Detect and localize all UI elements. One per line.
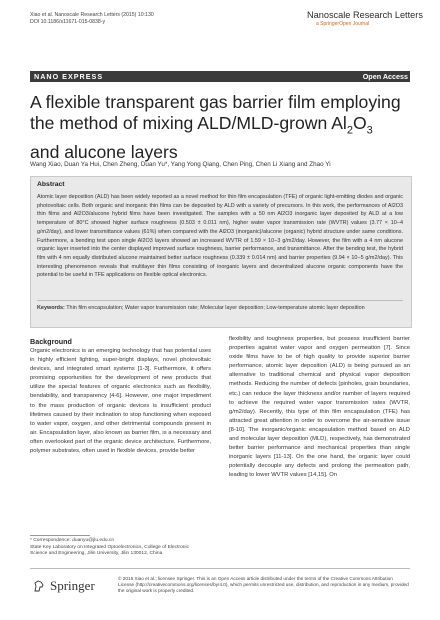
running-header (30, 12, 154, 26)
affiliation-line-2: Science and Engineering, Jilin University, Jilin 130012, China (30, 551, 163, 556)
body-column-left: Organic electronics is an emerging technology that has potential uses in highly efficient lighting, super-bright displays, novel photovoltaic devices, and integrated smart systems [1-3]. Furthermore, it offers promising opportunities for the development of new products that utilize the special features of organic electronics such as flexibility, bendability, and transparency [4-6]. However, one major impediment to the mass production of organic devices is insufficient product lifetimes caused by their inclination to stop functioning when exposed to water vapor, oxygen, and other detrimental compounds present in air. Encapsulation layer, also known as barrier film, is a necessary and often overlooked part of the organic device architecture. Furthermore, polymer substrates, often used in flexible devices, provide better (30, 348, 211, 455)
author-list: Wang Xiao, Duan Ya Hui, Chen Zheng, Duan Yu*, Yang Yong Qiang, Chen Ping, Chen Li Xiang and Zhao Yi (30, 161, 331, 168)
affiliation-line-1: State Key Laboratory on Integrated Optoelectronics, College of Electronic (30, 544, 190, 550)
body-column-right: flexibility and toughness properties, but possess insufficient barrier properties against water vapor and oxygen permeation [7]. Since oxide films have to be of high quality to provide superior barrier performance, atomic layer deposition (ALD) is being pursued as an alternative to traditional chemical and physical vapor deposition methods. Reducing the number of defects (pinholes, grain boundaries, etc.) can reduce the layer thickness and/or number of layers required to achieve the required water vapor transmission rates (WVTR, g/m2/day). Recently, this type of thin film encapsulation (TFE) has attracted great attention in order to overcome the air-sensitive issue [8-10]. The inorganic/organic encapsulation method based on ALD and molecular layer deposition (MLD), respectively, has demonstrated better barrier performance and mechanical properties than single inorganic layers [11-13]. On the one hand, the organic layer could potentially decouple any defects and prolong the permeation path, leading to lower WVTR values [14,15]. On (229, 336, 410, 479)
journal-title: Nanoscale Research Letters (307, 10, 423, 20)
doi[interactable]: DOI 10.1186/s11671-015-0838-y (30, 19, 106, 25)
abstract-heading: Abstract (37, 181, 65, 188)
article-title (30, 92, 420, 163)
license-text: © 2015 Xiao et al.; licensee Springer. This is an Open Access article distributed under the terms of the Creative Commons Attribution License (http://creativecommons.org/licenses/by/4.0), which permits unrestricted use, distribution, and reproduction in any medium, provided the original work is properly credited. (118, 576, 409, 594)
correspondence-email[interactable]: * Correspondence: duanyu@jlu.edu.cn (30, 538, 115, 543)
title-line-1: A flexible transparent gas barrier film employing (30, 92, 401, 112)
abstract-text: Atomic layer deposition (ALD) has been widely reported as a novel method for thin film encapsulation (TFE) of organic light-emitting diodes and organic photovoltaic cells. Both organic and inorganic thin films can be deposited by ALD with a variety of precursors. In this work, the performances of Al2O3 thin films and Al2O3/alucone hybrid films have been investigated. The samples with a 50 nm Al2O3 inorganic layer deposited by ALD at a low temperature of 80°C showed higher surface roughness (0.503 ± 0.011 nm), higher water vapor transmission rate (WVTR) values (3.77 × 10−4 g/m2/day), and lower transmittance values (61%) when compared with the Al2O3 (inorganic)/alucone (organic) hybrid structure under same conditions. Furthermore, a bending test upon single Al2O3 layers showed an increased WVTR of 1.59 × 10−3 g/m2/day. However, the film with a 4 nm alucone organic layer inserted into the center displayed improved surface roughness, barrier performance, and transmittance. After the bending test, the hybrid film with 4 nm equally distributed alucone maintained better surface roughness (0.339 ± 0.014 nm) and barrier properties (9.94 × 10−5 g/m2/day). This interesting phenomenon reveals that multilayer thin films consisting of inorganic layers and decentralized alucone organic components have the potential to be useful in TFE applications on flexible optical electronics. (37, 194, 403, 279)
open-access-label: Open Access (362, 72, 408, 81)
keywords-text: Thin film encapsulation; Water vapor transmission rate; Molecular layer deposition; Low-temperature atomic layer deposition (66, 305, 365, 311)
section-label: NANO EXPRESS (34, 72, 104, 81)
journal-subtitle: a SpringerOpen Journal (316, 21, 370, 27)
springer-wordmark: Springer (50, 578, 95, 593)
abstract-divider (37, 300, 403, 301)
footnote-divider (30, 535, 90, 536)
title-line-3: and alucone layers (30, 141, 178, 162)
keywords-label: Keywords: (37, 305, 65, 311)
keywords (37, 304, 403, 313)
citation: Xiao et al. Nanoscale Research Letters (2015) 10:130 (30, 12, 154, 18)
background-heading: Background (30, 337, 72, 346)
springer-logo[interactable] (32, 578, 95, 594)
footer-divider (30, 568, 410, 569)
title-line-2: the method of mixing ALD/MLD-grown $Al_2O_3$ (30, 113, 373, 137)
journal-logo[interactable] (304, 10, 423, 27)
correspondence-footnote (30, 538, 211, 558)
springer-horse-icon (32, 579, 46, 593)
